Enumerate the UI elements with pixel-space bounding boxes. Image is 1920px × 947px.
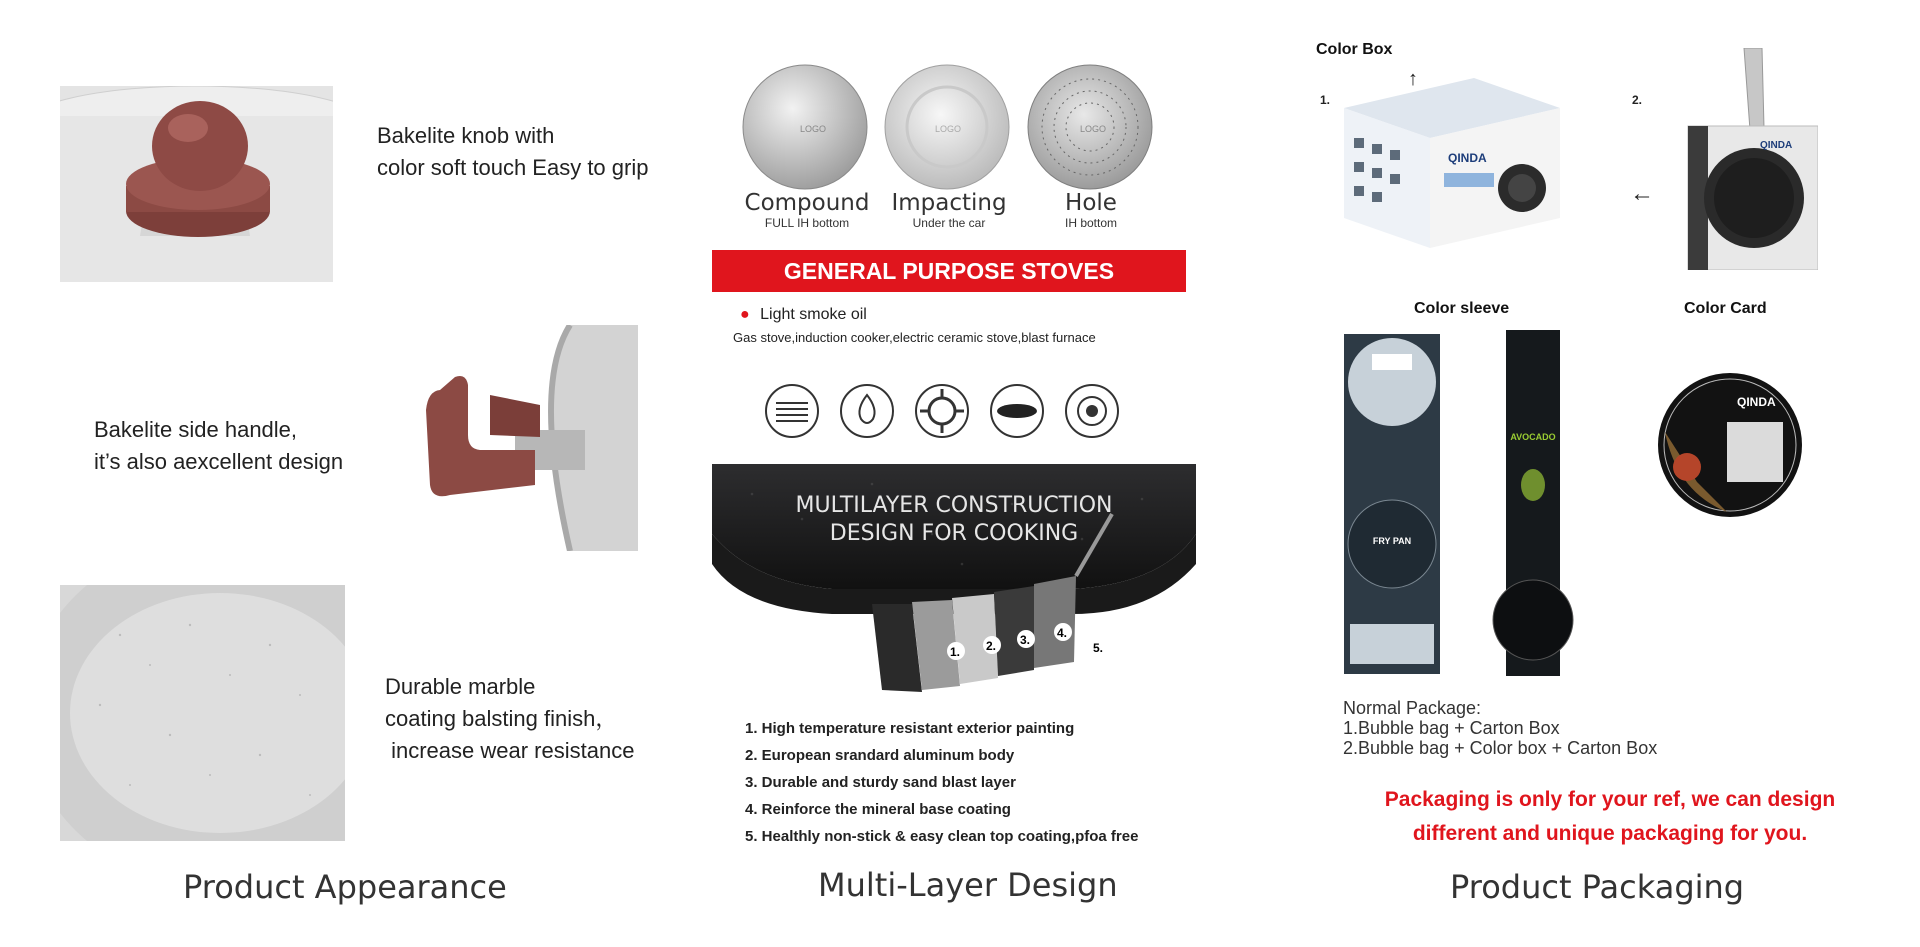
color-sleeve-heading: Color sleeve (1414, 300, 1510, 317)
gas-burner-icon (916, 385, 968, 437)
induction-icon (1066, 385, 1118, 437)
left-arrow-icon: ← (1630, 180, 1654, 207)
normal-package (1343, 698, 1657, 758)
box-brand: QINDA (1448, 151, 1487, 165)
layer-item: 3. Durable and sturdy sand blast layer (745, 774, 1016, 791)
layer-number: 5. (1093, 641, 1104, 655)
layer-number: 1. (950, 645, 961, 659)
disc-name: Hole (1065, 190, 1117, 216)
feature-line: increase wear resistance (385, 738, 635, 763)
coil-stove-icon (766, 385, 818, 437)
construction-title-2: DESIGN FOR COOKING (829, 521, 1079, 546)
gas-flame-icon (841, 385, 893, 437)
normal-package-title: Normal Package: (1343, 698, 1482, 718)
marble-coating-photo (60, 585, 345, 841)
ref-note-line: Packaging is only for your ref, we can design (1384, 788, 1836, 811)
disc-logo: LOGO (1080, 124, 1107, 134)
feature-line: Bakelite knob with (377, 123, 555, 148)
color-box-heading: Color Box (1316, 41, 1393, 58)
disc-logo: LOGO (800, 124, 827, 134)
stove-types: Gas stove,induction cooker,electric ceramic stove,blast furnace (733, 330, 1096, 345)
packaging-caption: Product Packaging (1450, 868, 1745, 906)
bullet-dot: ● (740, 306, 750, 323)
layer-item: 1. High temperature resistant exterior painting (745, 720, 1075, 737)
bullet-text: Light smoke oil (760, 306, 867, 323)
feature-line: Bakelite side handle, (94, 417, 298, 442)
disc-sub: IH bottom (1064, 216, 1118, 230)
knob-feature-text (377, 120, 648, 184)
stoves-banner: GENERAL PURPOSE STOVES (712, 250, 1186, 292)
up-arrow-icon: ↑ (1408, 68, 1418, 90)
side-handle-photo (420, 325, 638, 551)
marble-feature-text (385, 671, 634, 767)
multilayer-caption: Multi-Layer Design (818, 866, 1118, 904)
multilayer-pan-image (712, 464, 1196, 696)
disc-name: Impacting (891, 190, 1007, 216)
disc-label-compound (732, 190, 882, 230)
ceramic-plate-icon (991, 385, 1043, 437)
knob-photo (60, 86, 333, 282)
appearance-caption: Product Appearance (183, 868, 507, 906)
multilayer-panel (700, 0, 1220, 947)
color-box-image (1344, 78, 1560, 248)
disc-name: Compound (744, 190, 870, 216)
color-card-heading: Color Card (1684, 300, 1767, 317)
feature-line: coating balsting finish， (385, 706, 618, 731)
color-sleeve-light (1344, 334, 1440, 674)
packaging-panel (1300, 0, 1920, 947)
pan-box-brand: QINDA (1760, 140, 1793, 151)
card-brand: QINDA (1737, 395, 1776, 409)
color-card-image (1657, 372, 1803, 518)
handle-feature-text (94, 414, 343, 478)
bottom-discs (740, 62, 1160, 192)
disc-label-impacting (874, 190, 1024, 230)
construction-title-1: MULTILAYER CONSTRUCTION (795, 493, 1113, 518)
smoke-oil-bullet (740, 306, 867, 324)
feature-line: it’s also aexcellent design (94, 449, 344, 474)
feature-line: color soft touch Easy to grip (377, 155, 649, 180)
layer-item: 4. Reinforce the mineral base coating (745, 801, 1011, 818)
layer-number: 3. (1020, 633, 1031, 647)
layer-item: 2. European srandard aluminum body (745, 747, 1015, 764)
stove-icons-row (764, 383, 1134, 439)
layer-item: 5. Healthly non-stick & easy clean top coating,pfoa free (745, 828, 1139, 845)
disc-sub: FULL IH bottom (764, 216, 850, 230)
packaging-ref-note (1330, 783, 1890, 851)
layer-number: 2. (986, 639, 997, 653)
layer-list (745, 715, 1138, 850)
sleeve-label: FRY PAN (1372, 536, 1412, 546)
disc-logo: LOGO (935, 124, 962, 134)
layer-number: 4. (1057, 626, 1068, 640)
ref-note-line: different and unique packaging for you. (1412, 822, 1808, 845)
package-number-2: 2. (1632, 93, 1643, 107)
feature-line: Durable marble (385, 674, 536, 699)
disc-sub: Under the car (912, 216, 986, 230)
normal-package-option: 1.Bubble bag + Carton Box (1343, 718, 1560, 738)
color-sleeve-dark (1492, 330, 1574, 676)
layer-5 (1034, 576, 1076, 668)
normal-package-option: 2.Bubble bag + Color box + Carton Box (1343, 738, 1658, 758)
package-number-1: 1. (1320, 93, 1331, 107)
disc-label-hole (1016, 190, 1166, 230)
pan-box-image (1684, 48, 1818, 270)
appearance-panel (0, 0, 650, 947)
sleeve-label: AVOCADO (1510, 432, 1556, 442)
